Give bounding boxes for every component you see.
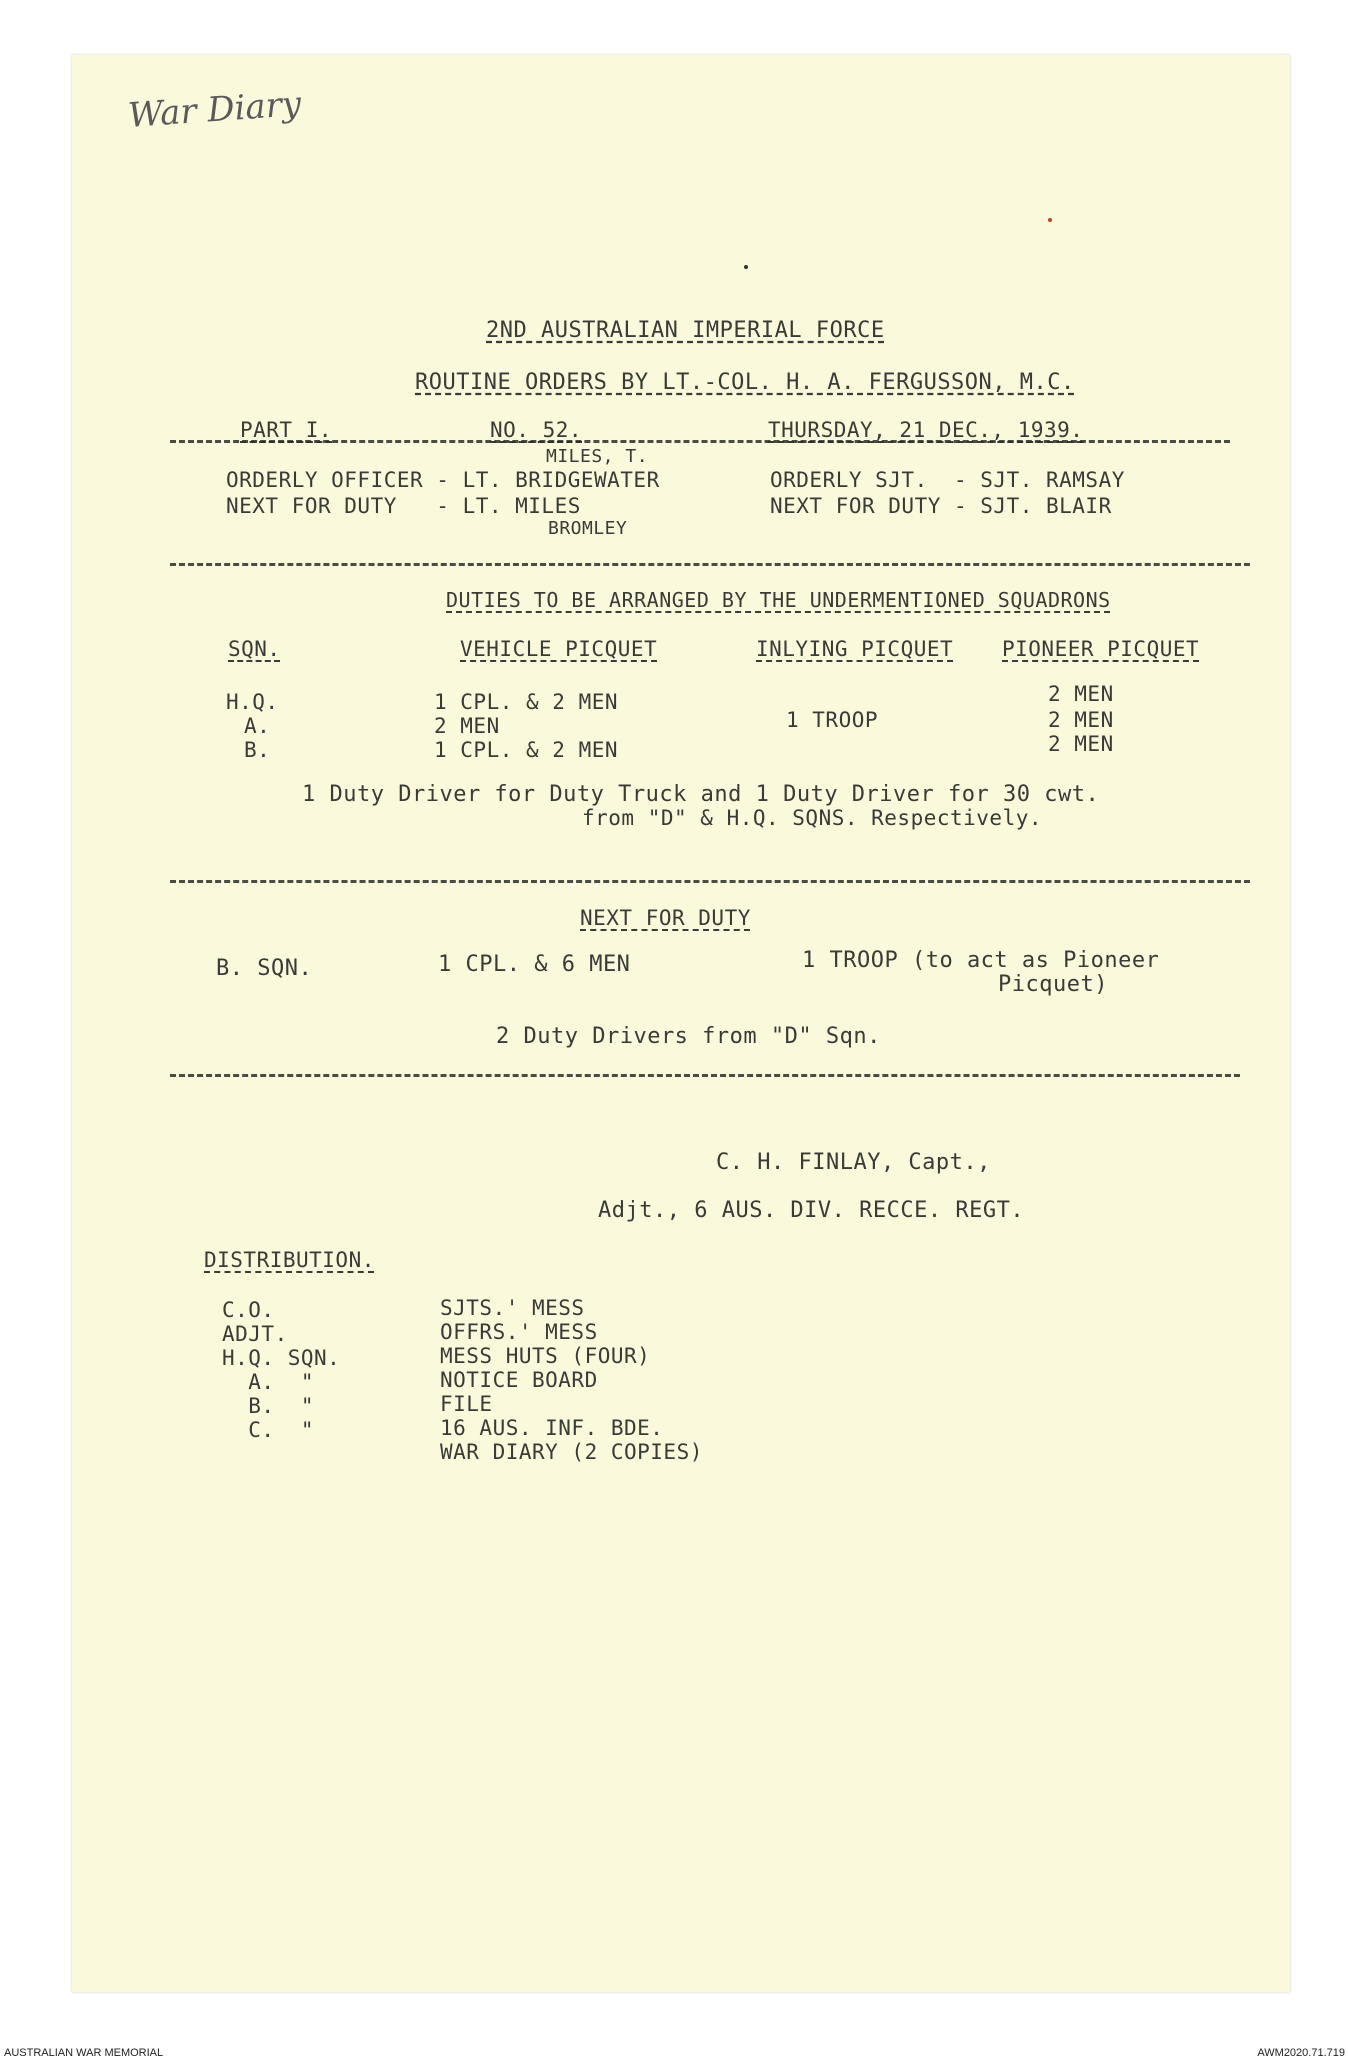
ink-spot — [1048, 218, 1052, 222]
signature-name: C. H. FINLAY, Capt., — [716, 1150, 991, 1175]
distribution-item: OFFRS.' MESS — [440, 1320, 598, 1344]
distribution-item: FILE — [440, 1392, 493, 1416]
column-header-pioneer: PIONEER PICQUET — [1002, 637, 1200, 661]
divider — [170, 880, 1250, 883]
table-cell-vehicle: 1 CPL. & 2 MEN — [434, 690, 619, 714]
document-title: 2ND AUSTRALIAN IMPERIAL FORCE — [486, 318, 885, 343]
table-cell-pioneer: 2 MEN — [1048, 708, 1114, 732]
distribution-item: 16 AUS. INF. BDE. — [440, 1416, 664, 1440]
handwritten-note: War Diary — [126, 84, 303, 136]
next-troop-line: 1 TROOP (to act as Pioneer — [802, 948, 1160, 973]
officer-note: MILES, T. — [546, 446, 649, 467]
table-cell-pioneer: 2 MEN — [1048, 682, 1114, 706]
next-for-duty-heading: NEXT FOR DUTY — [580, 906, 751, 930]
next-sergeant: NEXT FOR DUTY - SJT. BLAIR — [770, 494, 1112, 518]
column-header-inlying: INLYING PICQUET — [756, 637, 954, 661]
next-drivers: 2 Duty Drivers from "D" Sqn. — [496, 1024, 881, 1049]
document-subtitle: ROUTINE ORDERS BY LT.-COL. H. A. FERGUSSON, M.C. — [415, 370, 1075, 395]
distribution-heading: DISTRIBUTION. — [204, 1248, 375, 1272]
table-cell-sqn: H.Q. — [226, 690, 279, 714]
distribution-item: B. " — [222, 1394, 315, 1418]
column-header-sqn: SQN. — [228, 637, 281, 661]
next-troop-line: Picquet) — [998, 972, 1108, 997]
part-label: PART I. — [240, 418, 333, 442]
footer-source: AUSTRALIAN WAR MEMORIAL — [4, 2047, 164, 2059]
distribution-item: WAR DIARY (2 COPIES) — [440, 1440, 703, 1464]
table-cell-vehicle: 1 CPL. & 2 MEN — [434, 738, 619, 762]
distribution-item: MESS HUTS (FOUR) — [440, 1344, 651, 1368]
column-header-vehicle: VEHICLE PICQUET — [460, 637, 658, 661]
next-officer: NEXT FOR DUTY - LT. MILES — [226, 494, 581, 518]
table-cell-sqn: B. — [244, 738, 271, 762]
table-cell-vehicle: 2 MEN — [434, 714, 500, 738]
orderly-sergeant: ORDERLY SJT. - SJT. RAMSAY — [770, 468, 1125, 492]
distribution-item: A. " — [222, 1370, 315, 1394]
next-vehicle: 1 CPL. & 6 MEN — [438, 952, 631, 977]
driver-note-line: 1 Duty Driver for Duty Truck and 1 Duty Driver for 30 cwt. — [302, 782, 1100, 807]
distribution-item: SJTS.' MESS — [440, 1296, 585, 1320]
divider — [170, 1074, 1240, 1077]
divider — [170, 563, 1250, 566]
officer-note: BROMLEY — [548, 518, 628, 539]
next-sqn: B. SQN. — [216, 956, 313, 981]
signature-title: Adjt., 6 AUS. DIV. RECCE. REGT. — [598, 1198, 1025, 1223]
orderly-officer: ORDERLY OFFICER - LT. BRIDGEWATER — [226, 468, 660, 492]
order-date: THURSDAY, 21 DEC., 1939. — [768, 418, 1084, 442]
table-cell-inlying: 1 TROOP — [786, 708, 879, 732]
table-cell-pioneer: 2 MEN — [1048, 732, 1114, 756]
footer-accession-number: AWM2020.71.719 — [1257, 2047, 1345, 2059]
divider — [170, 440, 1230, 443]
distribution-item: NOTICE BOARD — [440, 1368, 598, 1392]
distribution-item: ADJT. — [222, 1322, 288, 1346]
duties-heading: DUTIES TO BE ARRANGED BY THE UNDERMENTIONED SQUADRONS — [446, 588, 1111, 612]
driver-note-line: from "D" & H.Q. SQNS. Respectively. — [582, 806, 1043, 830]
distribution-item: H.Q. SQN. — [222, 1346, 341, 1370]
distribution-item: C.O. — [222, 1298, 275, 1322]
order-number: NO. 52. — [490, 418, 583, 442]
distribution-item: C. " — [222, 1418, 315, 1442]
table-cell-sqn: A. — [244, 714, 271, 738]
ink-spot — [744, 265, 748, 269]
